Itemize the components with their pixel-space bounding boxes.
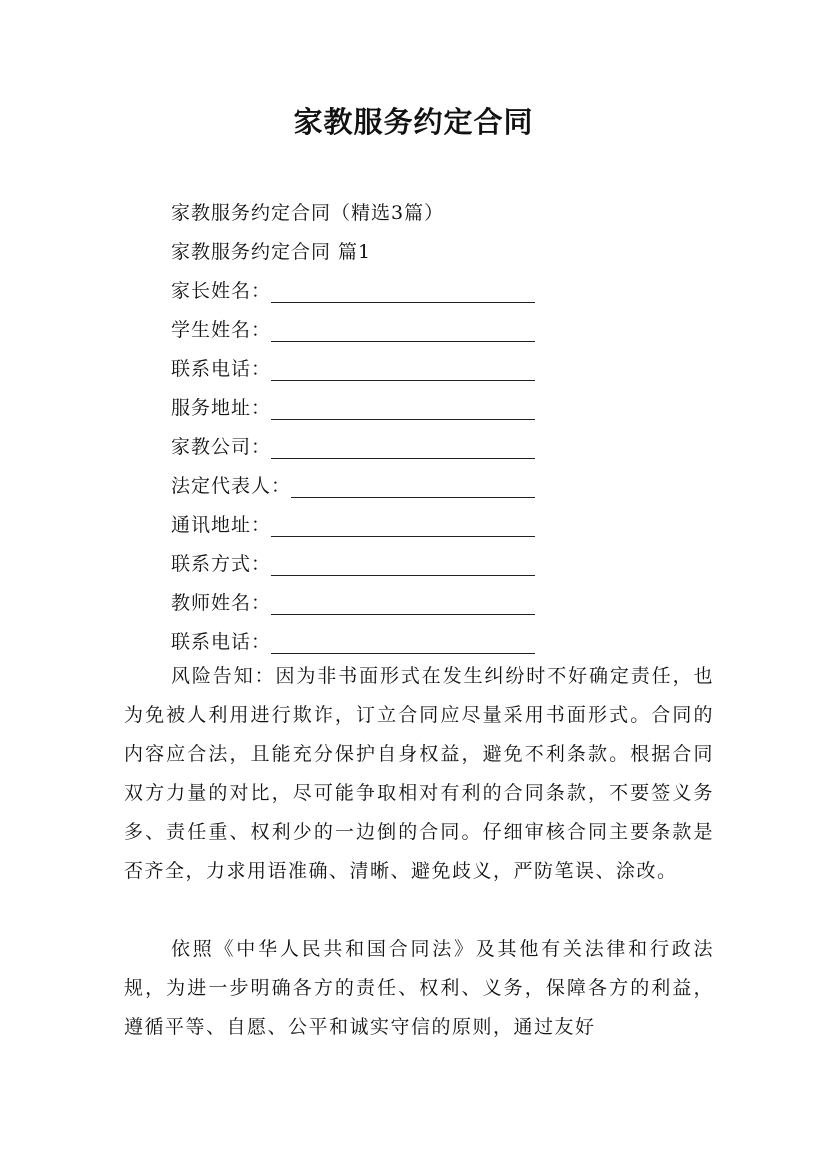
field-parent-name <box>171 276 535 303</box>
section-heading: 家教服务约定合同 篇1 <box>171 241 372 263</box>
field-blank <box>271 323 535 342</box>
field-blank <box>271 401 535 420</box>
field-contact-method <box>171 549 535 576</box>
field-tutoring-company <box>171 432 535 459</box>
field-blank <box>271 284 535 303</box>
field-label: 家长姓名： <box>171 280 272 302</box>
risk-notice-paragraph: 风险告知：因为非书面形式在发生纠纷时不好确定责任，也为免被人利用进行欺诈，订立合同应尽量采用书面形式。合同的内容应合法，且能充分保护自身权益，避免不利条款。根据合同双方力量的对比，尽可能争取相对有利的合同条款，不要签义务多、责任重、权利少的一边倒的合同。仔细审核合同主要条款是否齐全，力求用语准确、清晰、避免歧义，严防笔误、涂改。 <box>124 665 714 882</box>
field-label: 联系电话： <box>171 631 272 653</box>
field-mailing-address <box>171 510 535 537</box>
field-blank <box>271 362 535 381</box>
document-subtitle: 家教服务约定合同（精选3篇） <box>171 202 445 224</box>
field-label: 服务地址： <box>171 397 272 419</box>
field-blank <box>271 596 535 615</box>
document-title: 家教服务约定合同 <box>293 105 534 139</box>
field-blank <box>271 635 535 654</box>
field-label: 通讯地址： <box>171 514 272 536</box>
field-blank <box>271 518 535 537</box>
field-service-address <box>171 393 535 420</box>
field-blank <box>291 479 535 498</box>
field-student-name <box>171 315 535 342</box>
field-label: 教师姓名： <box>171 592 272 614</box>
field-blank <box>271 557 535 576</box>
field-phone <box>171 354 535 381</box>
field-teacher-name <box>171 588 535 615</box>
field-blank <box>271 440 535 459</box>
field-label: 家教公司： <box>171 436 272 458</box>
field-label: 法定代表人： <box>171 475 292 497</box>
field-label: 联系电话： <box>171 358 272 380</box>
field-label: 学生姓名： <box>171 319 272 341</box>
field-label: 联系方式： <box>171 553 272 575</box>
legal-basis-paragraph: 依照《中华人民共和国合同法》及其他有关法律和行政法规，为进一步明确各方的责任、权利、义务，保障各方的利益，遵循平等、自愿、公平和诚实守信的原则，通过友好 <box>124 938 714 1038</box>
field-teacher-phone <box>171 627 535 654</box>
field-legal-representative <box>171 471 535 498</box>
